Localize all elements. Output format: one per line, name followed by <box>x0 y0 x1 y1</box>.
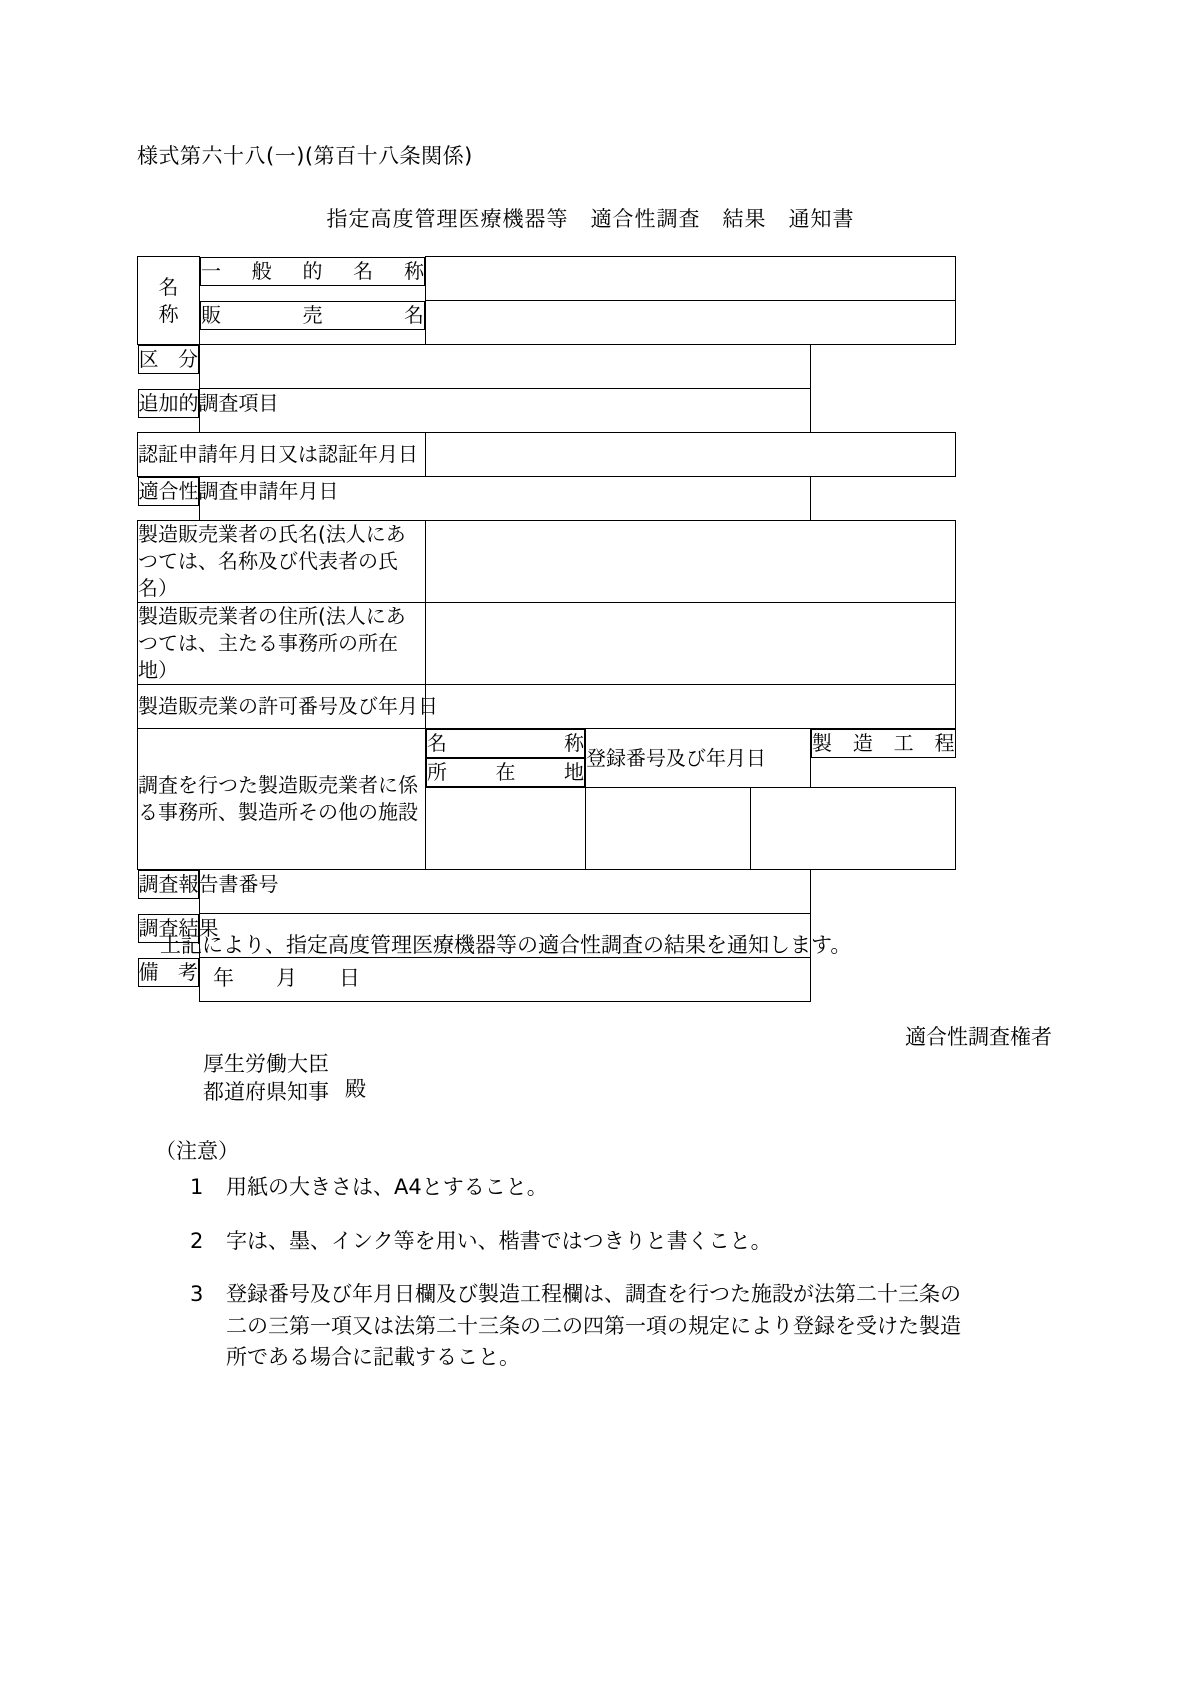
row-value-certification-date[interactable] <box>426 433 956 477</box>
note-number: 3 <box>190 1282 204 1306</box>
facility-value-location[interactable] <box>586 788 751 870</box>
note-text: 用紙の大きさは、A4とすること。 <box>226 1175 548 1199</box>
row-value-license-number-date[interactable] <box>426 685 956 729</box>
notice-statement: 上記により、指定高度管理医療機器等の適合性調査の結果を通知します。 <box>160 933 852 957</box>
authority-label: 適合性調査権者 <box>905 1025 1052 1049</box>
addressee-honorific: 殿 <box>345 1077 366 1102</box>
facility-header-row <box>138 729 956 788</box>
facility-column-header-location: 所 在 地 <box>426 758 585 787</box>
table-row-mah-address <box>138 603 956 685</box>
row-value-mah-address[interactable] <box>426 603 956 685</box>
row-label-certification-date: 認証申請年月日又は認証年月日 <box>138 433 426 477</box>
row-label-report-number: 調 査 報 告 書 番 号 <box>138 870 200 899</box>
note-item <box>190 1226 980 1258</box>
row-label-category: 区 分 <box>138 345 200 374</box>
row-label-conformity-application-date: 適 合 性 調 査 申 請 年 月 日 <box>138 477 200 506</box>
table-row-mah-name <box>138 521 956 603</box>
row-value-additional-items[interactable] <box>200 389 811 433</box>
addressee-names <box>203 1050 329 1107</box>
row-value-report-number[interactable] <box>200 870 811 914</box>
table-row-brand-name <box>138 301 956 345</box>
row-value-category[interactable] <box>200 345 811 389</box>
addressee-line-minister: 厚生労働大臣 <box>203 1052 329 1076</box>
row-value-general-name[interactable] <box>426 257 956 301</box>
table-row-general-name <box>138 257 956 301</box>
notes-heading: （注意） <box>155 1139 239 1163</box>
note-text: 登録番号及び年月日欄及び製造工程欄は、調査を行つた施設が法第二十三条の二の三第一項又は法第二十三条の二の四第一項の規定により登録を受けた製造所である場合に記載すること。 <box>226 1282 961 1369</box>
form-number: 様式第六十八(一)(第百十八条関係) <box>137 144 473 168</box>
conformity-inspection-table <box>137 256 956 1002</box>
row-label-result: 調 査 結 果 <box>138 914 200 943</box>
row-label-additional-items: 追 加 的 調 査 項 目 <box>138 389 200 418</box>
note-number: 1 <box>190 1175 204 1199</box>
row-label-mah-name: 製造販売業者の氏名(法人にあつては、名称及び代表者の氏名） <box>138 521 426 603</box>
note-number: 2 <box>190 1228 204 1253</box>
row-label-license-number-date: 製造販売業の許可番号及び年月日 <box>138 685 426 729</box>
date-line: 年 月 日 <box>213 966 360 990</box>
table-row-additional-items <box>138 389 956 433</box>
facility-column-header-name: 名 称 <box>426 729 585 758</box>
note-text: 字は、墨、インク等を用い、楷書ではつきりと書くこと。 <box>226 1228 772 1253</box>
facility-value-name[interactable] <box>426 788 586 870</box>
note-item <box>190 1279 980 1374</box>
row-value-mah-name[interactable] <box>426 521 956 603</box>
row-label-mah-address: 製造販売業者の住所(法人にあつては、主たる事務所の所在地） <box>138 603 426 685</box>
notes-list <box>190 1172 980 1396</box>
facility-section-label: 調査を行つた製造販売業者に係る事務所、製造所その他の施設 <box>138 729 426 870</box>
row-label-general-name: 一 般 的 名 称 <box>200 257 425 286</box>
facility-column-header-process: 製 造 工 程 <box>811 729 956 758</box>
table-row-report-number <box>138 870 956 914</box>
page-title: 指定高度管理医療機器等 適合性調査 結果 通知書 <box>326 207 855 231</box>
addressee-line-governor: 都道府県知事 <box>203 1080 329 1105</box>
table-row-category <box>138 345 956 389</box>
facility-column-header-registration: 登録番号及び年月日 <box>586 729 811 788</box>
row-value-brand-name[interactable] <box>426 301 956 345</box>
row-label-brand-name: 販 売 名 <box>200 301 425 330</box>
row-label-remarks: 備 考 <box>138 958 200 987</box>
table-row-certification-date <box>138 433 956 477</box>
note-item <box>190 1172 980 1204</box>
table-row-conformity-application-date <box>138 477 956 521</box>
addressee-block <box>203 1050 366 1107</box>
facility-value-registration[interactable] <box>751 788 956 870</box>
name-group-label: 名 称 <box>138 257 200 345</box>
table-row-license-number-date <box>138 685 956 729</box>
